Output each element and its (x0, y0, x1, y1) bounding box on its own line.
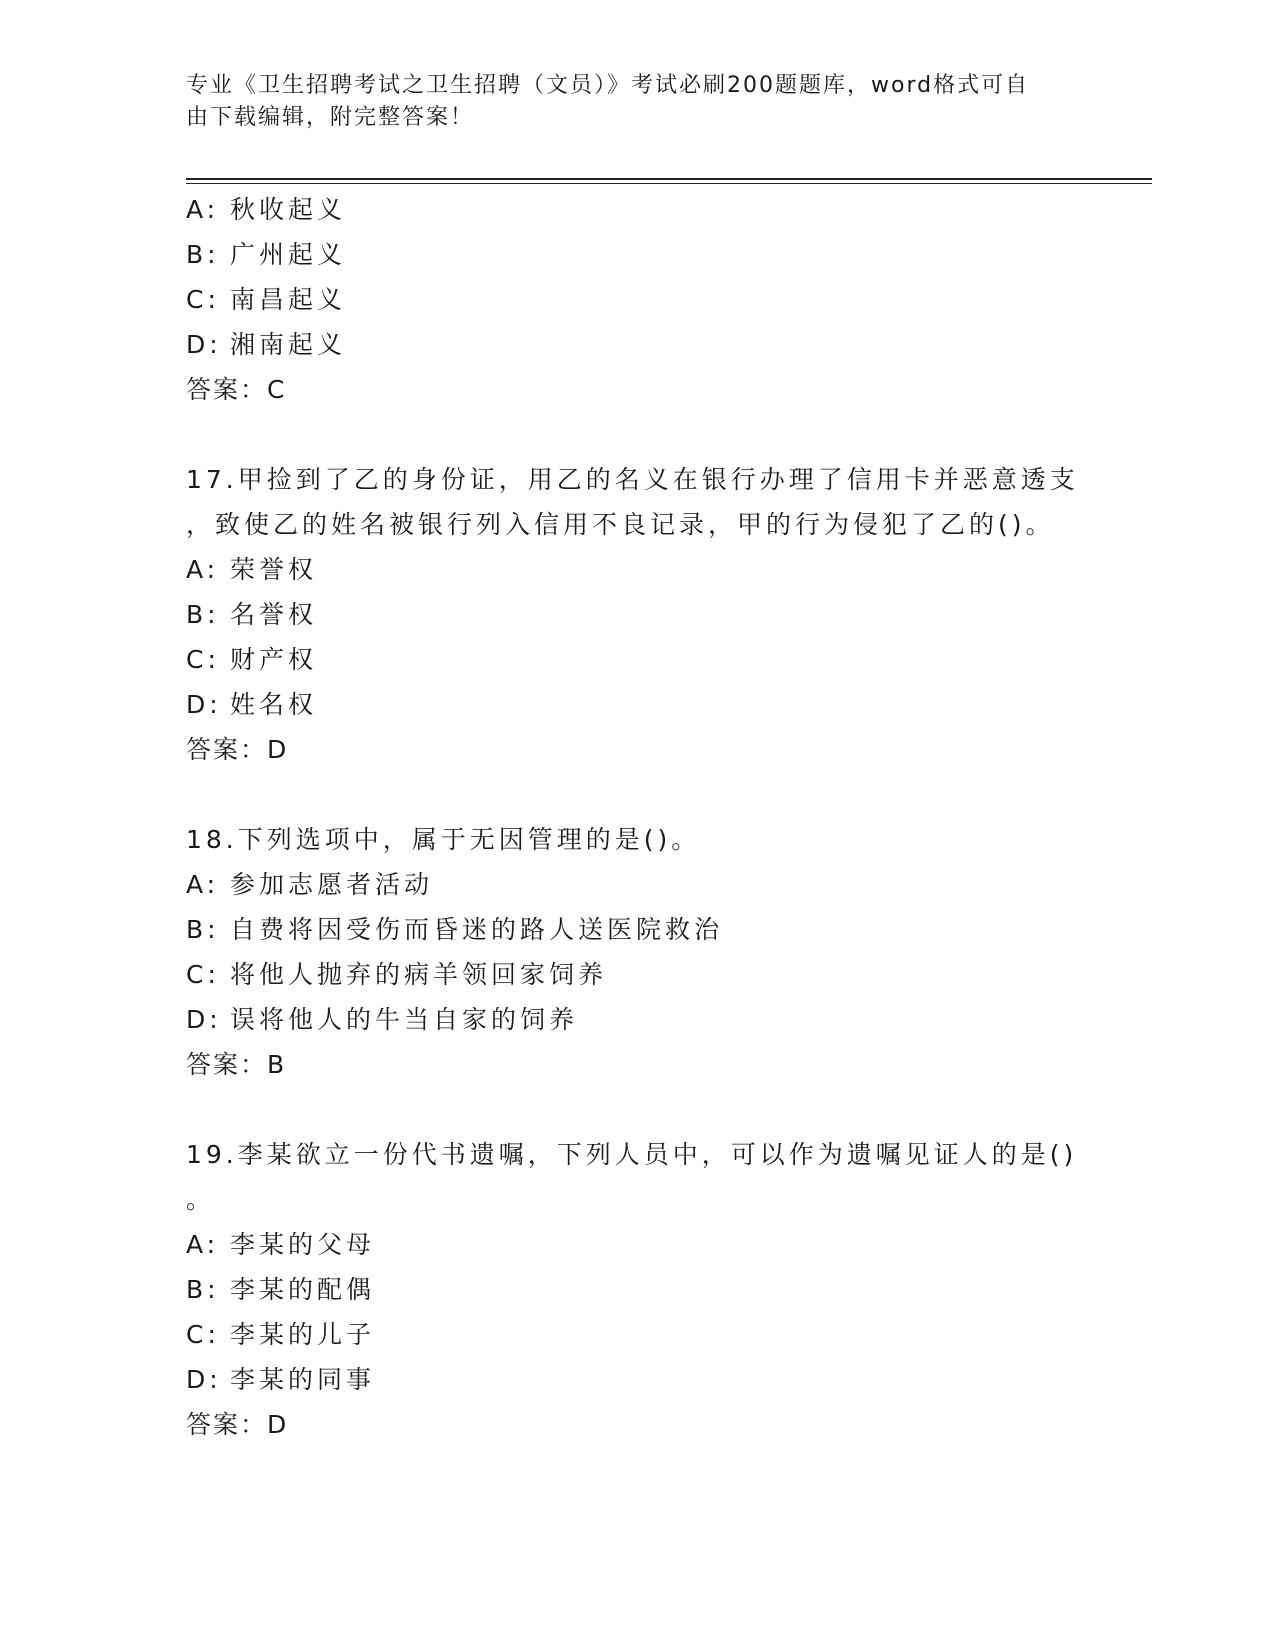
q19-stem-line-1: 19.李某欲立一份代书遗嘱，下列人员中，可以作为遗嘱见证人的是() (186, 1140, 1078, 1169)
q17-answer: 答案：D (186, 735, 289, 764)
option-text: 湘南起义 (230, 330, 347, 359)
option-key: B: (186, 240, 220, 269)
option-text: 荣誉权 (230, 555, 318, 584)
document-header (186, 70, 1066, 134)
q16-option-d (186, 327, 346, 363)
option-text: 财产权 (230, 645, 318, 674)
option-key: D: (186, 1365, 222, 1394)
q17-stem-line-1: 17.甲捡到了乙的身份证，用乙的名义在银行办理了信用卡并恶意透支 (186, 465, 1079, 494)
q17-option-a (186, 552, 317, 588)
q17-option-c (186, 642, 317, 678)
option-text: 广州起义 (230, 240, 347, 269)
header-rule-thick (186, 178, 1152, 180)
q19-option-d (186, 1362, 375, 1398)
option-key: A: (186, 1230, 220, 1259)
option-key: C: (186, 645, 220, 674)
q19-option-c (186, 1317, 375, 1353)
option-key: C: (186, 285, 220, 314)
q18-answer: 答案：B (186, 1050, 287, 1079)
option-text: 将他人抛弃的病羊领回家饲养 (230, 960, 608, 989)
header-line-1: 专业《卫生招聘考试之卫生招聘（文员）》考试必刷200题题库，word格式可自 (186, 73, 1030, 98)
option-key: D: (186, 1005, 222, 1034)
option-text: 秋收起义 (230, 195, 347, 224)
option-text: 误将他人的牛当自家的饲养 (230, 1005, 579, 1034)
option-text: 名誉权 (230, 600, 318, 629)
option-key: B: (186, 1275, 220, 1304)
q19-option-a (186, 1227, 375, 1263)
q19-option-b (186, 1272, 375, 1308)
q17-option-d (186, 687, 317, 723)
option-text: 李某的儿子 (230, 1320, 376, 1349)
q16-option-b (186, 237, 346, 273)
header-rule-thin (186, 183, 1152, 184)
q16-answer: 答案：C (186, 375, 287, 404)
option-key: A: (186, 555, 220, 584)
q16-option-a (186, 192, 346, 228)
q16-option-c (186, 282, 346, 318)
option-key: D: (186, 690, 222, 719)
option-key: A: (186, 195, 220, 224)
option-text: 李某的同事 (230, 1365, 376, 1394)
q19-stem-line-2: 。 (186, 1185, 216, 1214)
option-text: 自费将因受伤而昏迷的路人送医院救治 (230, 915, 724, 944)
option-key: D: (186, 330, 222, 359)
header-line-2: 由下载编辑，附完整答案！ (186, 105, 475, 130)
option-text: 姓名权 (230, 690, 318, 719)
q18-option-a (186, 867, 433, 903)
q17-stem-line-2: ，致使乙的姓名被银行列入信用不良记录，甲的行为侵犯了乙的()。 (186, 510, 1055, 539)
q17-option-b (186, 597, 317, 633)
option-key: A: (186, 870, 220, 899)
q18-option-b (186, 912, 723, 948)
q18-option-c (186, 957, 607, 993)
option-key: C: (186, 1320, 220, 1349)
option-text: 参加志愿者活动 (230, 870, 434, 899)
option-key: C: (186, 960, 220, 989)
option-text: 李某的父母 (230, 1230, 376, 1259)
q18-stem-line-1: 18.下列选项中，属于无因管理的是()。 (186, 825, 701, 854)
option-text: 李某的配偶 (230, 1275, 376, 1304)
option-text: 南昌起义 (230, 285, 347, 314)
option-key: B: (186, 915, 220, 944)
option-key: B: (186, 600, 220, 629)
q18-option-d (186, 1002, 578, 1038)
q19-answer: 答案：D (186, 1410, 289, 1439)
